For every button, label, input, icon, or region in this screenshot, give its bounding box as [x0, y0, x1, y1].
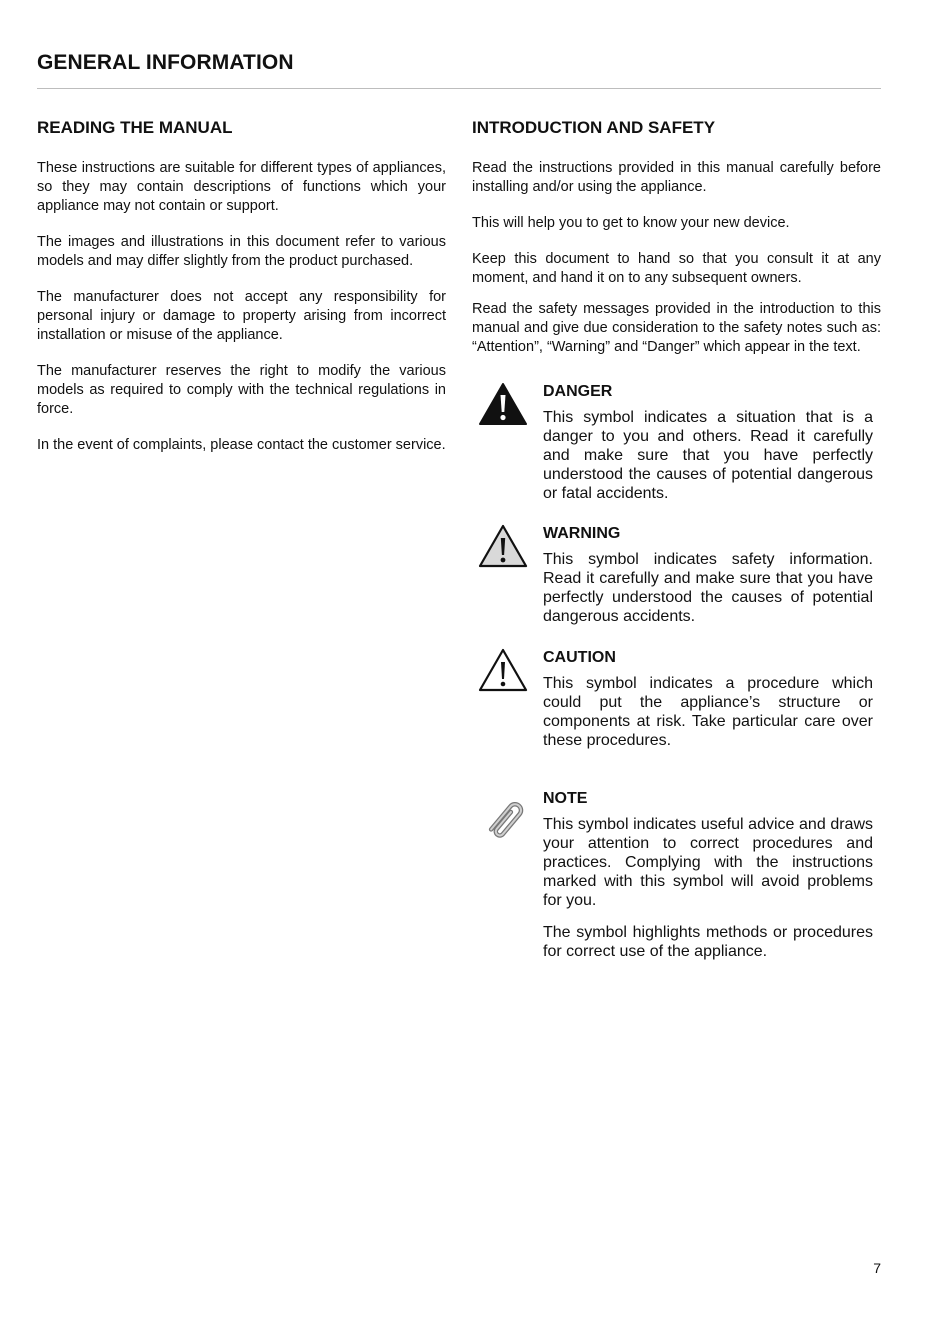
danger-text: This symbol indicates a situation that is a danger to you and others. Read it carefully and make sure that you have perfectly understood the causes of potential dangerous or fatal accidents. [543, 409, 873, 502]
intro-paragraph: Keep this document to hand so that you consult it at any moment, and hand it on to any subsequent owners. [472, 251, 881, 286]
reading-paragraph: The images and illustrations in this document refer to various models and may differ slightly from the product purchased. [37, 234, 446, 269]
reading-paragraph: In the event of complaints, please contact the customer service. [37, 437, 446, 453]
danger-icon [478, 382, 528, 426]
warning-icon [478, 524, 528, 568]
reading-paragraph: The manufacturer reserves the right to modify the various models as required to comply with the technical regulations in force. [37, 363, 446, 417]
caution-text: This symbol indicates a procedure which could put the appliance’s structure or components at risk. Take particular care over these procedures. [543, 675, 873, 749]
reading-paragraph: The manufacturer does not accept any responsibility for personal injury or damage to property arising from incorrect installation or misuse of the appliance. [37, 289, 446, 343]
paperclip-icon [486, 797, 526, 845]
note-heading: NOTE [543, 790, 588, 807]
danger-heading: DANGER [543, 383, 613, 400]
reading-heading: READING THE MANUAL [37, 118, 233, 137]
page-number: 7 [873, 1260, 881, 1276]
warning-heading: WARNING [543, 525, 621, 542]
intro-paragraph: Read the safety messages provided in the introduction to this manual and give due consideration to the safety notes such as: “Attention”, “Warning” and “Danger” which appear in the text. [472, 301, 881, 355]
introduction-and-safety-section [472, 117, 881, 374]
note-text: This symbol indicates useful advice and draws your attention to correct procedures and practices. Complying with the instructions marked with this symbol will avoid problems for you. [543, 816, 873, 909]
intro-paragraph: Read the instructions provided in this manual carefully before installing and/or using the appliance. [472, 160, 881, 195]
intro-paragraph: This will help you to get to know your new device. [472, 215, 790, 231]
intro-heading: INTRODUCTION AND SAFETY [472, 118, 716, 137]
warning-text: This symbol indicates safety information. Read it carefully and make sure that you have perfectly understood the causes of potential dangerous accidents. [543, 551, 873, 625]
reading-paragraph: These instructions are suitable for different types of appliances, so they may contain descriptions of functions which your appliance may not contain or support. [37, 160, 446, 214]
caution-heading: CAUTION [543, 649, 616, 666]
title-divider [37, 88, 881, 89]
caution-icon [478, 648, 528, 692]
note-text-secondary: The symbol highlights methods or procedures for correct use of the appliance. [543, 924, 873, 960]
reading-the-manual-section [37, 117, 446, 472]
page-title: GENERAL INFORMATION [37, 51, 294, 74]
